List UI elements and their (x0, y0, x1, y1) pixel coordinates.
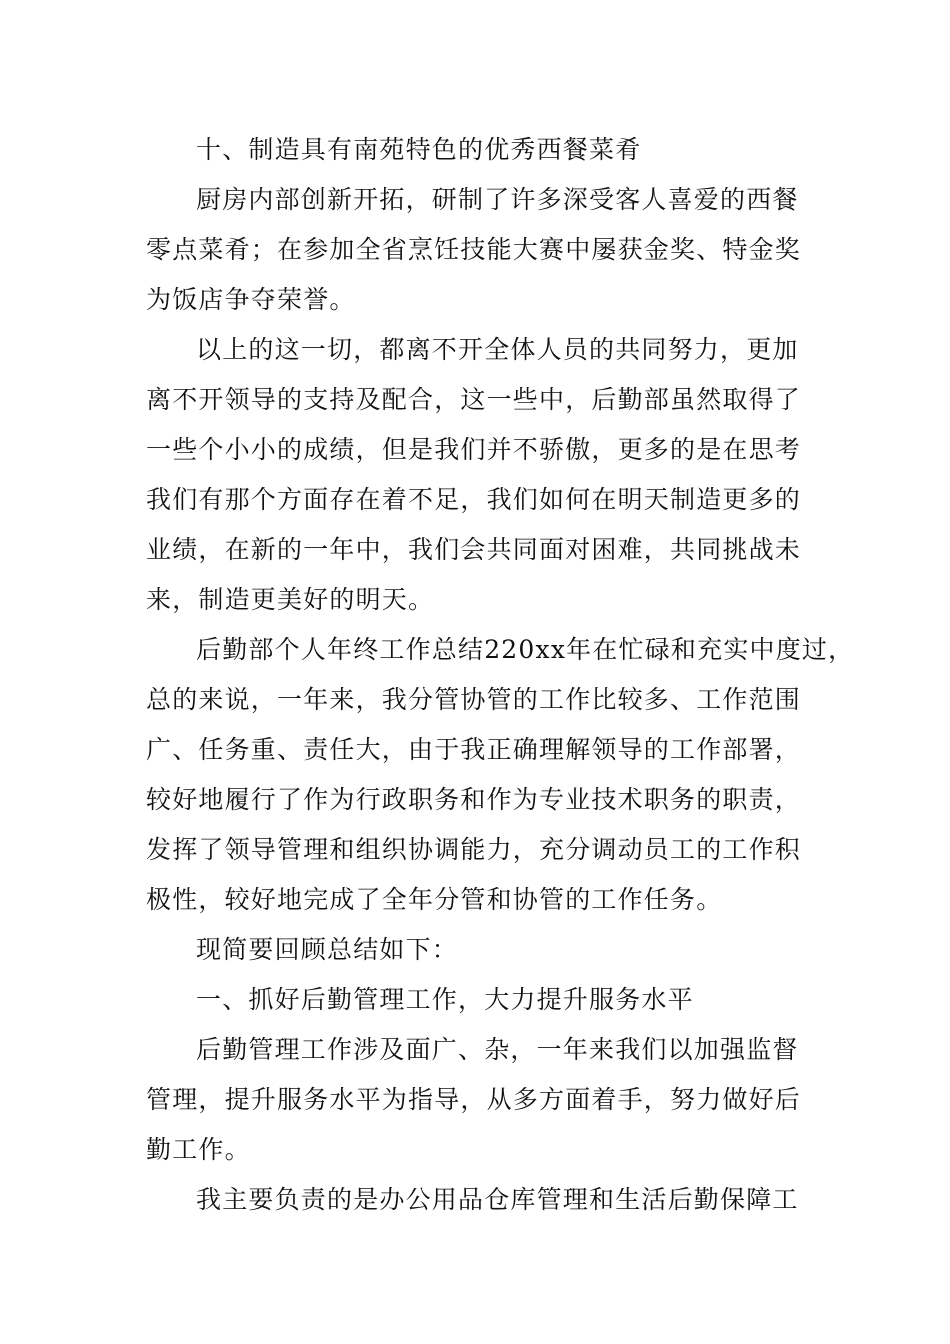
text-line: 我主要负责的是办公用品仓库管理和生活后勤保障工 (196, 1185, 799, 1214)
text-line: 后勤管理工作涉及面广、杂，一年来我们以加强监督 (196, 1035, 799, 1064)
text-line: 勤工作。 (146, 1135, 251, 1164)
text-line: 为饭店争夺荣誉。 (146, 285, 356, 314)
text-line: 零点菜肴；在参加全省烹饪技能大赛中屡获金奖、特金奖 (146, 235, 802, 264)
text-line: 一些个小小的成绩，但是我们并不骄傲，更多的是在思考 (146, 435, 802, 464)
text-line: 来，制造更美好的明天。 (146, 585, 435, 614)
text-line: 管理，提升服务水平为指导，从多方面着手，努力做好后 (146, 1085, 802, 1114)
text-line: 离不开领导的支持及配合，这一些中，后勤部虽然取得了 (146, 385, 802, 414)
text-line: 厨房内部创新开拓，研制了许多深受客人喜爱的西餐 (196, 185, 799, 214)
section-heading-one: 一、抓好后勤管理工作，大力提升服务水平 (196, 985, 694, 1014)
text-line: 较好地履行了作为行政职务和作为专业技术职务的职责， (146, 785, 802, 814)
text-line: 后勤部个人年终工作总结220xx年在忙碌和充实中度过， (196, 635, 855, 664)
text-line: 业绩，在新的一年中，我们会共同面对困难，共同挑战未 (146, 535, 802, 564)
text-line: 发挥了领导管理和组织协调能力，充分调动员工的工作积 (146, 835, 802, 864)
text-line: 我们有那个方面存在着不足，我们如何在明天制造更多的 (146, 485, 802, 514)
section-heading-ten: 十、制造具有南苑特色的优秀西餐菜肴 (196, 135, 642, 164)
text-line: 广、任务重、责任大，由于我正确理解领导的工作部署， (146, 735, 802, 764)
text-line: 极性，较好地完成了全年分管和协管的工作任务。 (146, 885, 723, 914)
text-line: 以上的这一切，都离不开全体人员的共同努力，更加 (196, 335, 799, 364)
text-line: 现简要回顾总结如下： (196, 935, 459, 964)
text-line: 总的来说，一年来，我分管协管的工作比较多、工作范围 (146, 685, 802, 714)
